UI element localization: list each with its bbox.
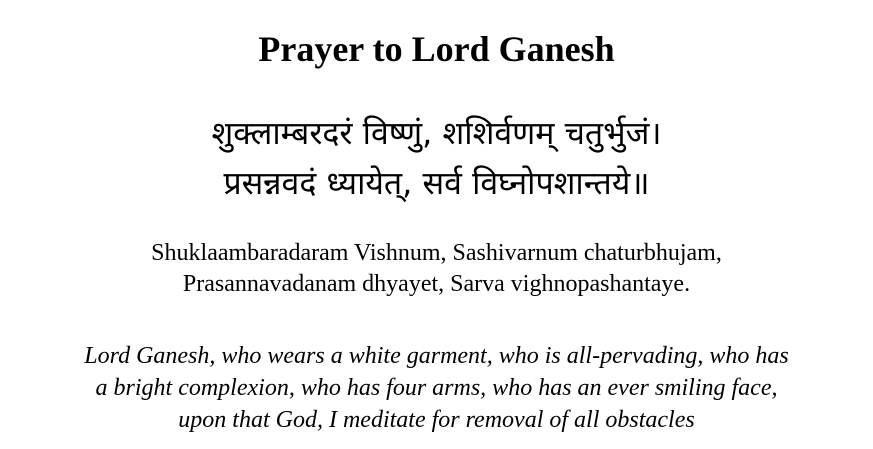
translation-line-3: upon that God, I meditate for removal of all obstacles [178, 407, 695, 433]
transliteration-line-2: Prasannavadanam dhyayet, Sarva vighnopashantaye. [182, 271, 691, 297]
sanskrit-line-1: शुक्लाम्बरदरं विष्णुं, शशिर्वणम् चतुर्भुजं। [211, 114, 662, 152]
translation-line-1: Lord Ganesh, who wears a white garment, who is all-pervading, who has [84, 343, 789, 369]
sanskrit-verse [0, 108, 873, 208]
page-title: Prayer to Lord Ganesh [258, 29, 615, 69]
translation-line-2: a bright complexion, who has four arms, who has an ever smiling face, [95, 375, 778, 401]
transliteration-line-1: Shuklaambaradaram Vishnum, Sashivarnum chaturbhujam, [151, 240, 722, 266]
sanskrit-line-2: प्रसन्नवदं ध्यायेत्, सर्व विघ्नोपशान्तये॥ [223, 164, 650, 202]
transliteration-block [0, 238, 873, 300]
translation-block [0, 340, 873, 436]
